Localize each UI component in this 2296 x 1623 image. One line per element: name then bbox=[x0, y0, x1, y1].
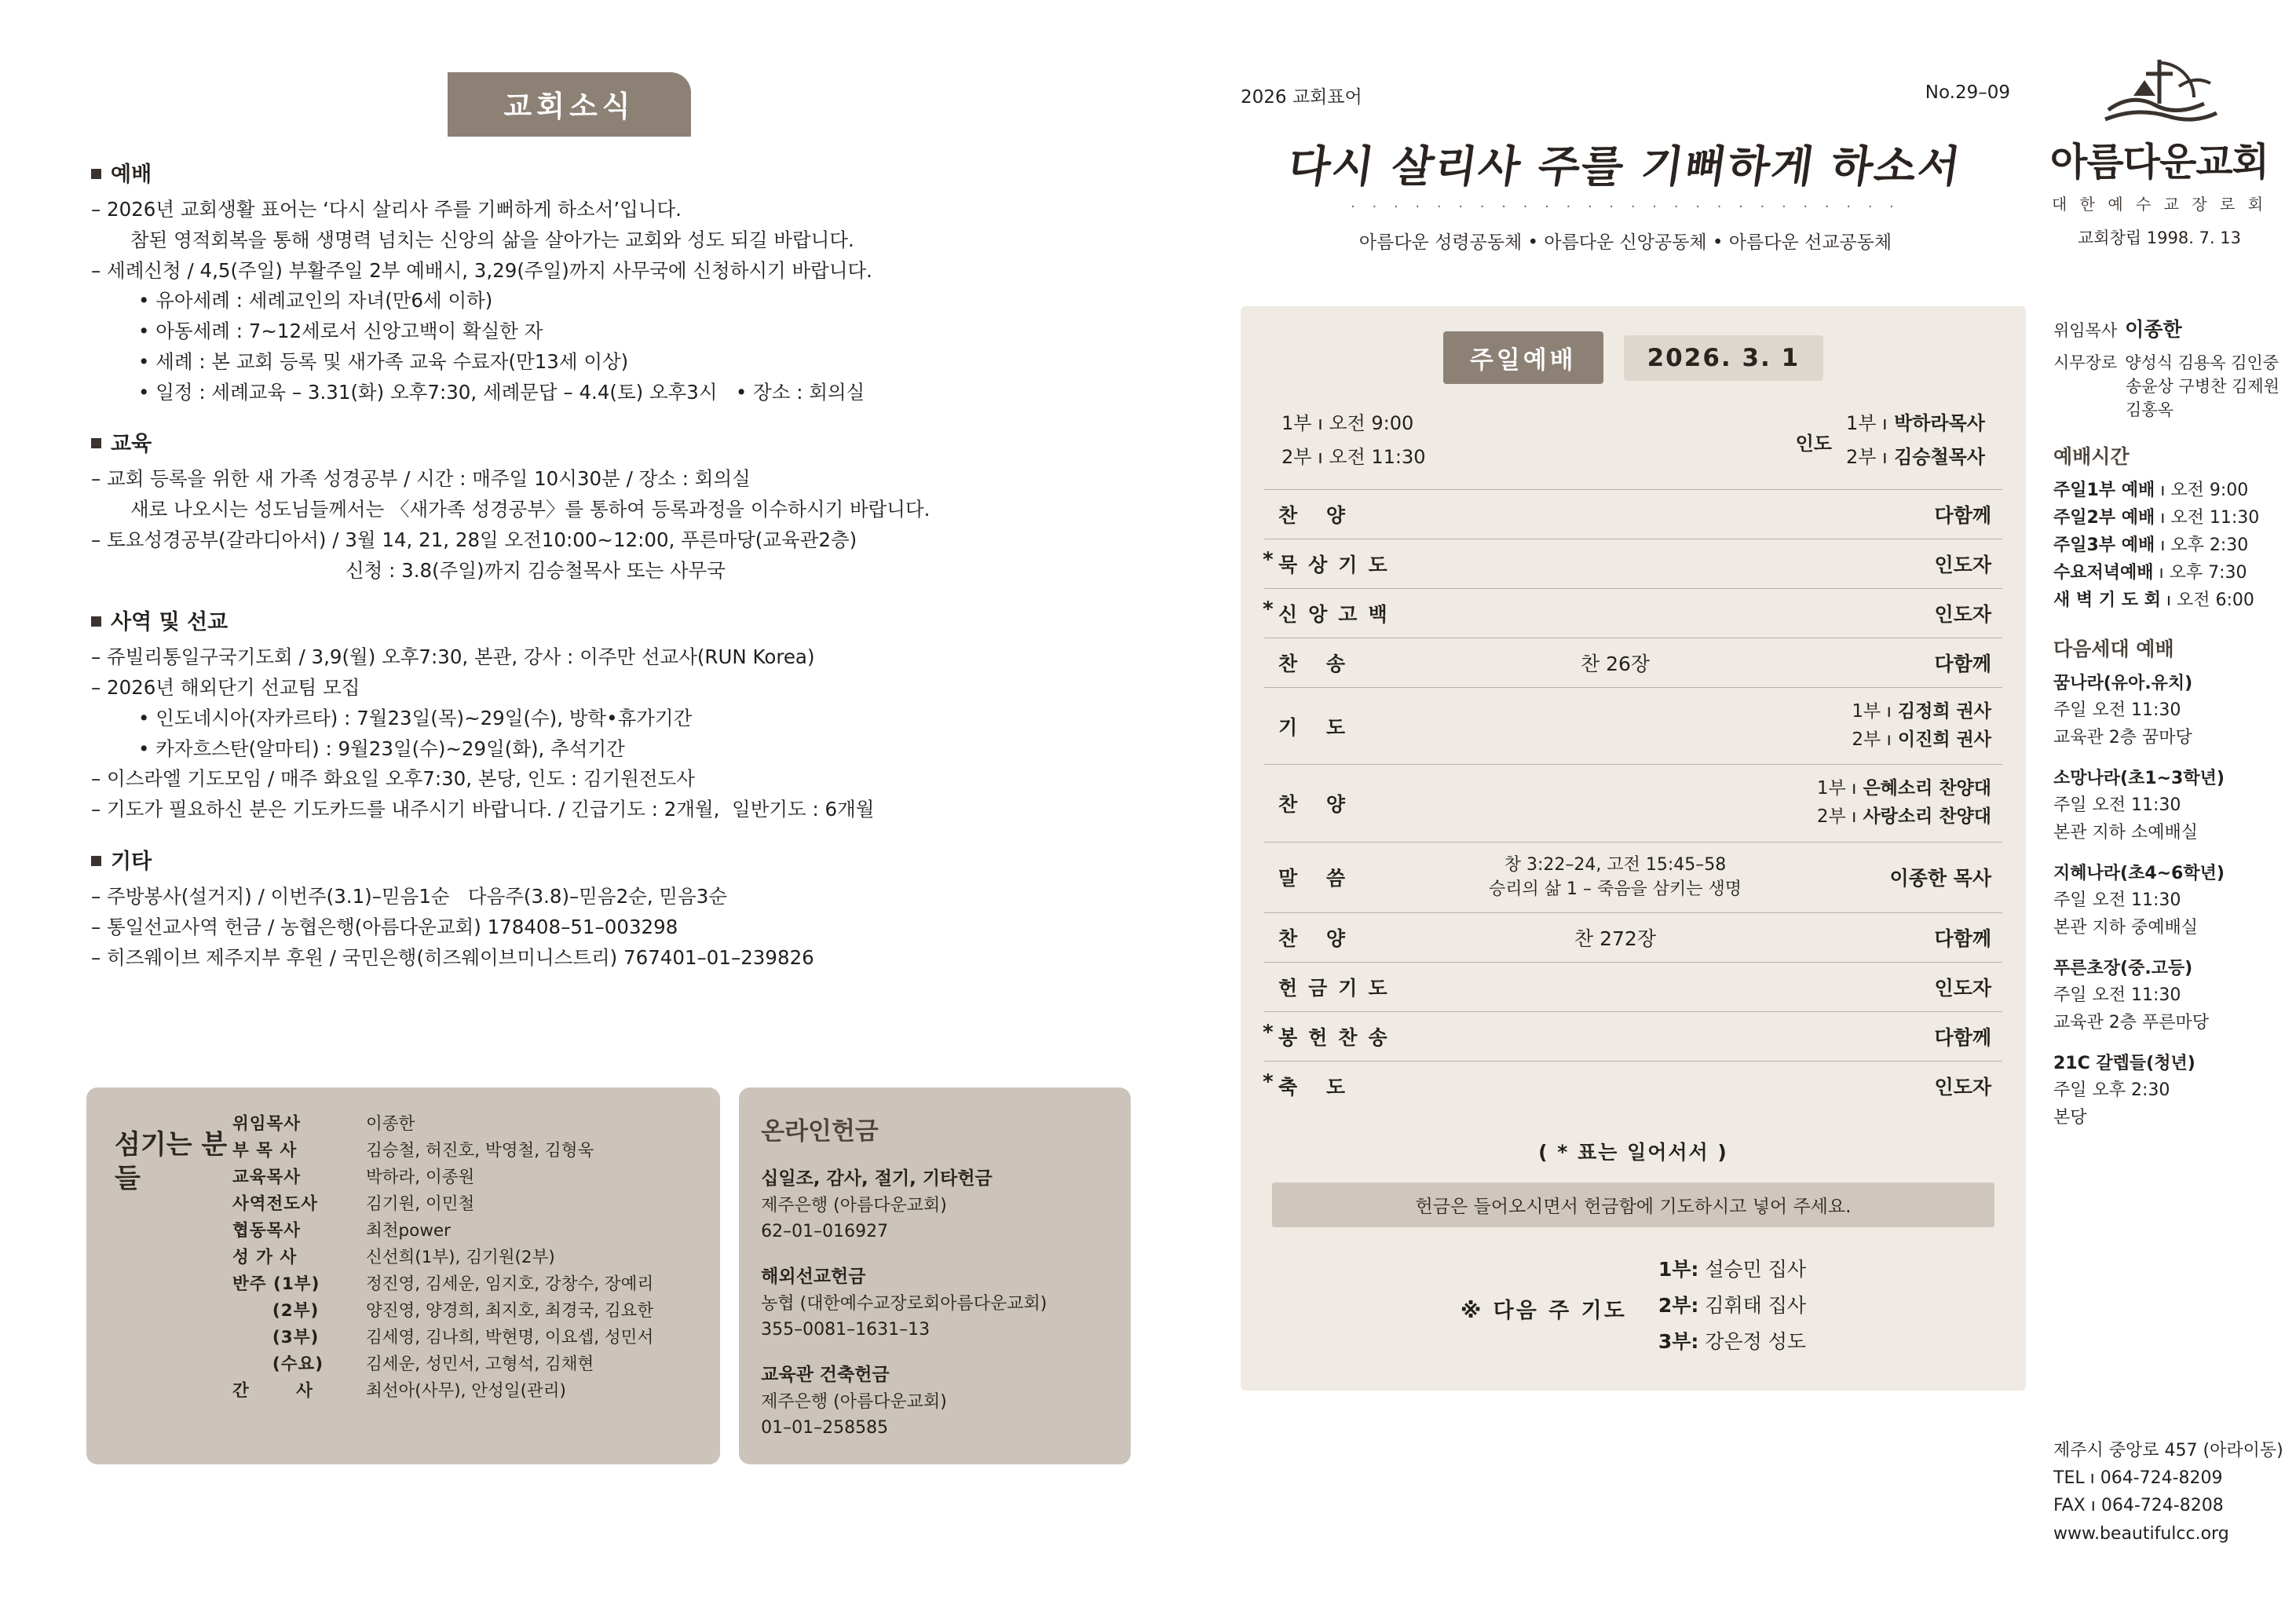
order-row bbox=[1264, 1012, 2002, 1062]
news-line: – 기도가 필요하신 분은 기도카드를 내주시기 바랍니다. / 긴급기도 : 2개월, 일반기도 : 6개월 bbox=[91, 798, 875, 821]
elder-line: 김홍옥 bbox=[2126, 400, 2174, 419]
next-gen-heading: 다음세대 예배 bbox=[2053, 638, 2174, 660]
order-item-detail bbox=[1479, 1062, 1751, 1111]
service-times-list bbox=[1281, 408, 1426, 475]
address-line: FAX ı 064-724-8208 bbox=[2053, 1496, 2224, 1516]
bullet-square-icon bbox=[91, 438, 101, 448]
news-line: • 유아세례 : 세례교인의 자녀(만6세 이하) bbox=[138, 289, 493, 313]
news-line: 신청 : 3.8(주일)까지 김승철목사 또는 사무국 bbox=[345, 558, 726, 582]
news-line: 새로 나오시는 성도님들께서는 〈새가족 성경공부〉를 통하여 등록과정을 이수하시기 바랍니다. bbox=[130, 498, 930, 521]
order-item-person: 인도자 bbox=[1751, 539, 2002, 589]
servant-role: (3부) bbox=[232, 1327, 320, 1347]
giving-account-line: 제주은행 (아름다운교회) bbox=[761, 1196, 947, 1215]
servant-names: 박하라, 이종원 bbox=[366, 1167, 475, 1187]
cross-sunrise-icon bbox=[2085, 55, 2234, 130]
next-gen-group bbox=[2053, 1050, 2289, 1131]
order-table bbox=[1264, 489, 2002, 1110]
order-row bbox=[1264, 539, 2002, 589]
servant-role: 간 사 bbox=[232, 1380, 313, 1401]
order-item-person: 1부 ı 김정희 권사 2부 ı 이진희 권사 bbox=[1751, 688, 2002, 765]
servant-row bbox=[232, 1164, 653, 1191]
servant-role: 사역전도사 bbox=[232, 1193, 318, 1214]
bullet-square-icon bbox=[91, 616, 101, 627]
giving-account-line: 농협 (대한예수교장로회아름다운교회) bbox=[761, 1294, 1047, 1314]
news-section bbox=[86, 426, 1131, 584]
news-line: – 히즈웨이브 제주지부 후원 / 국민은행(히즈웨이브미니스트리) 767401–01–239826 bbox=[91, 945, 814, 969]
news-line: 참된 영적회복을 통해 생명력 넘치는 신앙의 삶을 살아가는 교회와 성도 되길 바랍니다. bbox=[130, 228, 854, 251]
next-gen-group bbox=[2053, 955, 2289, 1036]
next-gen-groups bbox=[2053, 670, 2289, 1131]
service-times-block bbox=[2053, 441, 2289, 613]
order-item-detail: 창 3:22–24, 고전 15:45–58 승리의 삶 1 – 죽음을 삼키는 생명 bbox=[1479, 842, 1751, 913]
order-item-name: * 봉헌찬송 bbox=[1264, 1012, 1479, 1062]
news-line: – 주방봉사(설거지) / 이번주(3.1)–믿음1순 다음주(3.8)–믿음2순, 믿음3순 bbox=[91, 885, 728, 908]
servant-names: 김기원, 이민철 bbox=[366, 1193, 475, 1214]
next-week-prayer-list bbox=[1658, 1254, 1806, 1362]
news-line: – 2026년 교회생활 표어는 ‘다시 살리사 주를 기뻐하게 하소서’입니다. bbox=[91, 198, 682, 221]
service-time: 2부 ı 오전 11:30 bbox=[1281, 446, 1426, 468]
senior-pastor-block bbox=[2053, 314, 2289, 421]
servant-row bbox=[232, 1325, 653, 1351]
news-line: • 인도네시아(자카르타) : 7월23일(목)~29일(수), 방학•휴가기간 bbox=[138, 706, 693, 729]
next-gen-group-title: 푸른초장(중.고등) bbox=[2053, 959, 2193, 978]
servant-role: 교육목사 bbox=[232, 1167, 302, 1187]
servants-table bbox=[232, 1111, 653, 1441]
order-item-detail: 찬 272장 bbox=[1479, 913, 1751, 963]
order-item-person: 1부 ı 은혜소리 찬양대 2부 ı 사랑소리 찬양대 bbox=[1751, 765, 2002, 842]
order-item-detail bbox=[1479, 539, 1751, 589]
order-item-name: * 축 도 bbox=[1264, 1062, 1479, 1111]
church-name: 아름다운교회 bbox=[2049, 140, 2269, 185]
order-item-name: 찬 양 bbox=[1264, 490, 1479, 539]
next-week-prayer bbox=[1264, 1254, 2002, 1362]
servants-box bbox=[86, 1087, 720, 1464]
servant-role: 위임목사 bbox=[232, 1114, 302, 1134]
address-line: TEL ı 064-724-8209 bbox=[2053, 1468, 2223, 1489]
next-gen-group-line: 교육관 2층 푸른마당 bbox=[2053, 1013, 2209, 1033]
giving-account-line: 62–01–016927 bbox=[761, 1222, 889, 1241]
servant-row bbox=[232, 1138, 653, 1164]
leader-label: 인도 bbox=[1795, 432, 1832, 455]
church-news-title: 교회소식 bbox=[448, 72, 691, 137]
order-item-detail bbox=[1479, 688, 1751, 765]
order-item-name: * 신앙고백 bbox=[1264, 589, 1479, 638]
leader-names bbox=[1846, 408, 1985, 475]
next-gen-group-line: 본관 지하 소예배실 bbox=[2053, 823, 2199, 843]
next-gen-group-title: 지혜나라(초4~6학년) bbox=[2053, 864, 2225, 883]
servant-names: 양진영, 양경희, 최지호, 최경국, 김요한 bbox=[366, 1300, 654, 1321]
order-row bbox=[1264, 913, 2002, 963]
giving-type: 십일조, 감사, 절기, 기타헌금 bbox=[761, 1168, 993, 1189]
order-item-name: 헌금기도 bbox=[1264, 963, 1479, 1012]
next-week-prayer-label: ※ 다음 주 기도 bbox=[1460, 1298, 1627, 1323]
order-row bbox=[1264, 688, 2002, 765]
news-section-heading bbox=[91, 605, 1131, 635]
news-section-heading-text: 예배 bbox=[111, 163, 152, 187]
issue-number: No.29–09 bbox=[1925, 82, 2010, 103]
next-gen-group bbox=[2053, 670, 2289, 751]
next-gen-group-line: 주일 오전 11:30 bbox=[2053, 700, 2181, 720]
service-leader: 1부 ı 박하라목사 bbox=[1845, 412, 1985, 434]
order-header bbox=[1264, 331, 2002, 384]
news-line: • 일정 : 세례교육 – 3.31(화) 오후7:30, 세례문답 – 4.4(토) 오후3시 • 장소 : 회의실 bbox=[138, 380, 865, 404]
order-item-person: 이종한 목사 bbox=[1751, 842, 2002, 913]
order-item-detail bbox=[1479, 1012, 1751, 1062]
servant-names: 이종한 bbox=[366, 1114, 415, 1134]
order-row bbox=[1264, 842, 2002, 913]
service-leaders bbox=[1796, 408, 1985, 475]
news-line: • 카자흐스탄(알마티) : 9월23일(수)~29일(화), 추석기간 bbox=[138, 737, 625, 760]
servant-role: 협동목사 bbox=[232, 1220, 302, 1241]
news-line: – 교회 등록을 위한 새 가족 성경공부 / 시간 : 매주일 10시30분 / 장소 : 회의실 bbox=[91, 467, 751, 491]
next-gen-group-line: 본관 지하 중예배실 bbox=[2053, 918, 2199, 938]
giving-account-line: 제주은행 (아름다운교회) bbox=[761, 1392, 947, 1412]
order-row bbox=[1264, 963, 2002, 1012]
news-sections bbox=[86, 157, 1131, 971]
right-sidebar bbox=[2053, 314, 2289, 1151]
order-item-person: 다함께 bbox=[1751, 913, 2002, 963]
service-time-row-item: 새 벽 기 도 회 ı 오전 6:00 bbox=[2053, 590, 2254, 610]
servant-row bbox=[232, 1191, 653, 1218]
servant-names: 신선희(1부), 김기원(2부) bbox=[366, 1247, 555, 1267]
order-item-name: * 묵상기도 bbox=[1264, 539, 1479, 589]
next-gen-group bbox=[2053, 765, 2289, 846]
order-row bbox=[1264, 490, 2002, 539]
order-item-detail bbox=[1479, 490, 1751, 539]
service-times-heading: 예배시간 bbox=[2053, 445, 2130, 468]
right-column bbox=[1225, 0, 2296, 1623]
order-item-person: 다함께 bbox=[1751, 490, 2002, 539]
news-line: – 이스라엘 기도모임 / 매주 화요일 오후7:30, 본당, 인도 : 김기원전도사 bbox=[91, 767, 695, 791]
next-prayer-item: 3부: 강은정 성도 bbox=[1658, 1330, 1807, 1354]
next-prayer-item: 1부: 설승민 집사 bbox=[1658, 1258, 1807, 1281]
service-time-row bbox=[1264, 408, 2002, 489]
service-time-row-item: 주일1부 예배 ı 오전 9:00 bbox=[2053, 481, 2249, 500]
news-section-heading bbox=[91, 426, 1131, 457]
service-time-row-item: 수요저녁예배 ı 오후 7:30 bbox=[2053, 563, 2247, 583]
next-gen-group-title: 꿈나라(유아.유치) bbox=[2053, 674, 2193, 693]
order-item-detail bbox=[1479, 765, 1751, 842]
service-time-row-item: 주일2부 예배 ı 오전 11:30 bbox=[2053, 508, 2260, 528]
year-slogan-label: 2026 교회표어 bbox=[1241, 87, 1362, 108]
news-line: – 쥬빌리통일구국기도회 / 3,9(월) 오후7:30, 본관, 강사 : 이주만 선교사(RUN Korea) bbox=[91, 645, 815, 669]
bottom-boxes bbox=[86, 1087, 1131, 1464]
order-item-name: 찬 송 bbox=[1264, 638, 1479, 688]
news-section-heading-text: 교육 bbox=[111, 432, 152, 457]
news-section bbox=[86, 157, 1131, 406]
service-time-row-item: 주일3부 예배 ı 오후 2:30 bbox=[2053, 536, 2249, 555]
order-row bbox=[1264, 589, 2002, 638]
church-address bbox=[2053, 1437, 2296, 1548]
giving-account-line: 01–01–258585 bbox=[761, 1418, 889, 1438]
senior-pastor-name: 이종한 bbox=[2125, 318, 2182, 341]
giving-blocks bbox=[761, 1164, 1109, 1441]
service-times-rows bbox=[2053, 477, 2289, 613]
next-gen-group-line: 주일 오후 2:30 bbox=[2053, 1080, 2170, 1100]
online-giving-box bbox=[739, 1087, 1131, 1464]
order-item-name: 말 씀 bbox=[1264, 842, 1479, 913]
news-section bbox=[86, 844, 1131, 971]
next-gen-group-title: 21C 갈렙들(청년) bbox=[2053, 1054, 2195, 1073]
servant-names: 김승철, 허진호, 박영철, 김형욱 bbox=[366, 1140, 594, 1161]
order-row bbox=[1264, 638, 2002, 688]
bullet-square-icon bbox=[91, 169, 101, 179]
service-time: 1부 ı 오전 9:00 bbox=[1281, 412, 1414, 434]
order-item-person: 인도자 bbox=[1751, 1062, 2002, 1111]
slogan-text: 다시 살리사 주를 기뻐하게 하소서 bbox=[1285, 141, 1965, 192]
servant-row bbox=[232, 1218, 653, 1245]
giving-type: 해외선교헌금 bbox=[761, 1267, 866, 1287]
order-item-person: 다함께 bbox=[1751, 638, 2002, 688]
next-gen-group-line: 주일 오전 11:30 bbox=[2053, 985, 2181, 1005]
servant-row bbox=[232, 1298, 653, 1325]
order-item-person: 인도자 bbox=[1751, 589, 2002, 638]
next-gen-group-title: 소망나라(초1~3학년) bbox=[2053, 769, 2225, 788]
servant-role: 부 목 사 bbox=[232, 1140, 298, 1161]
servant-row bbox=[232, 1351, 653, 1378]
order-row bbox=[1264, 765, 2002, 842]
next-gen-group-line: 주일 오전 11:30 bbox=[2053, 890, 2181, 910]
next-prayer-item: 2부: 김휘태 집사 bbox=[1658, 1294, 1807, 1318]
worship-date-badge: 2026. 3. 1 bbox=[1624, 335, 1824, 381]
servant-role: 성 가 사 bbox=[232, 1247, 298, 1267]
news-section bbox=[86, 605, 1131, 824]
news-section-heading-text: 기타 bbox=[111, 850, 152, 875]
servant-row bbox=[232, 1111, 653, 1138]
servant-role: (수요) bbox=[232, 1354, 324, 1374]
news-line: • 세례 : 본 교회 등록 및 새가족 교육 수료자(만13세 이상) bbox=[138, 349, 629, 373]
giving-type: 교육관 건축헌금 bbox=[761, 1365, 890, 1385]
next-gen-block bbox=[2053, 634, 2289, 1131]
order-item-detail bbox=[1479, 589, 1751, 638]
order-item-name: 찬 양 bbox=[1264, 913, 1479, 963]
next-gen-group-line: 본당 bbox=[2053, 1108, 2087, 1128]
servant-names: 김세운, 성민서, 고형석, 김채현 bbox=[366, 1354, 594, 1374]
next-gen-group bbox=[2053, 860, 2289, 941]
denomination: 대 한 예 수 교 장 로 회 bbox=[2051, 195, 2268, 214]
elders-label: 시무장로 bbox=[2053, 353, 2118, 372]
order-item-detail: 찬 26장 bbox=[1479, 638, 1751, 688]
servant-names: 김세영, 김나희, 박현명, 이요셉, 성민서 bbox=[366, 1327, 654, 1347]
news-line: – 토요성경공부(갈라디아서) / 3월 14, 21, 28일 오전10:00~12:00, 푸른마당(교육관2층) bbox=[91, 528, 857, 551]
online-giving-heading: 온라인헌금 bbox=[761, 1117, 879, 1146]
bullet-square-icon bbox=[91, 856, 101, 866]
church-logo bbox=[2034, 55, 2285, 249]
giving-account-line: 355–0081–1631–13 bbox=[761, 1320, 930, 1340]
news-line: – 2026년 해외단기 선교팀 모집 bbox=[91, 676, 360, 700]
order-item-person: 다함께 bbox=[1751, 1012, 2002, 1062]
news-line: – 통일선교사역 헌금 / 농협은행(아름다운교회) 178408–51–003298 bbox=[91, 915, 678, 938]
news-section-heading-text: 사역 및 선교 bbox=[111, 610, 229, 635]
next-gen-group-line: 주일 오전 11:30 bbox=[2053, 795, 2181, 815]
news-section-heading bbox=[91, 844, 1131, 875]
order-item-detail bbox=[1479, 963, 1751, 1012]
standing-note: ( * 표는 일어서서 ) bbox=[1538, 1141, 1728, 1164]
servant-names: 정진영, 김세운, 임지호, 강창수, 장예리 bbox=[366, 1274, 654, 1294]
news-line: – 세례신청 / 4,5(주일) 부활주일 2부 예배시, 3,29(주일)까지 사무국에 신청하시기 바랍니다. bbox=[91, 258, 872, 282]
servant-role: (2부) bbox=[232, 1300, 320, 1321]
founding-date: 교회창립 1998. 7. 13 bbox=[2077, 228, 2242, 247]
elder-line: 송윤상 구병찬 김제원 bbox=[2126, 377, 2280, 396]
left-column bbox=[86, 72, 1131, 974]
service-leader: 2부 ı 김승철목사 bbox=[1845, 446, 1985, 468]
order-item-name: 기 도 bbox=[1264, 688, 1479, 765]
elders-lines-rest bbox=[2126, 374, 2289, 421]
address-line: www.beautifulcc.org bbox=[2053, 1523, 2229, 1544]
servant-row bbox=[232, 1271, 653, 1298]
servant-names: 최천power bbox=[366, 1220, 451, 1241]
slogan-subtitle: 아름다운 성령공동체 • 아름다운 신앙공동체 • 아름다운 선교공동체 bbox=[1358, 232, 1892, 253]
news-section-heading bbox=[91, 157, 1131, 188]
sunday-worship-badge: 주일예배 bbox=[1443, 331, 1603, 384]
offering-note: 헌금은 들어오시면서 헌금함에 기도하시고 넣어 주세요. bbox=[1272, 1183, 1994, 1227]
order-item-name: 찬 양 bbox=[1264, 765, 1479, 842]
servant-row bbox=[232, 1378, 653, 1405]
address-line: 제주시 중앙로 457 (아라이동) bbox=[2053, 1441, 2283, 1460]
senior-pastor-label: 위임목사 bbox=[2053, 321, 2118, 340]
servant-role: 반주 (1부) bbox=[232, 1274, 320, 1294]
news-line: • 아동세례 : 7~12세로서 신앙고백이 확실한 자 bbox=[138, 320, 543, 343]
servant-row bbox=[232, 1245, 653, 1271]
elders-line-1: 양성식 김용옥 김인중 bbox=[2125, 353, 2280, 372]
next-gen-group-line: 교육관 2층 꿈마당 bbox=[2053, 728, 2192, 748]
servants-title: 섬기는 분들 bbox=[115, 1129, 228, 1194]
order-row bbox=[1264, 1062, 2002, 1111]
slogan-divider: · · · · · · · · · · · · · · · · · · · · · · · · · · bbox=[1351, 199, 1900, 215]
worship-order-card bbox=[1241, 306, 2026, 1391]
masthead bbox=[1241, 82, 2010, 254]
order-item-person: 인도자 bbox=[1751, 963, 2002, 1012]
servant-names: 최선아(사무), 안성일(관리) bbox=[366, 1380, 566, 1401]
